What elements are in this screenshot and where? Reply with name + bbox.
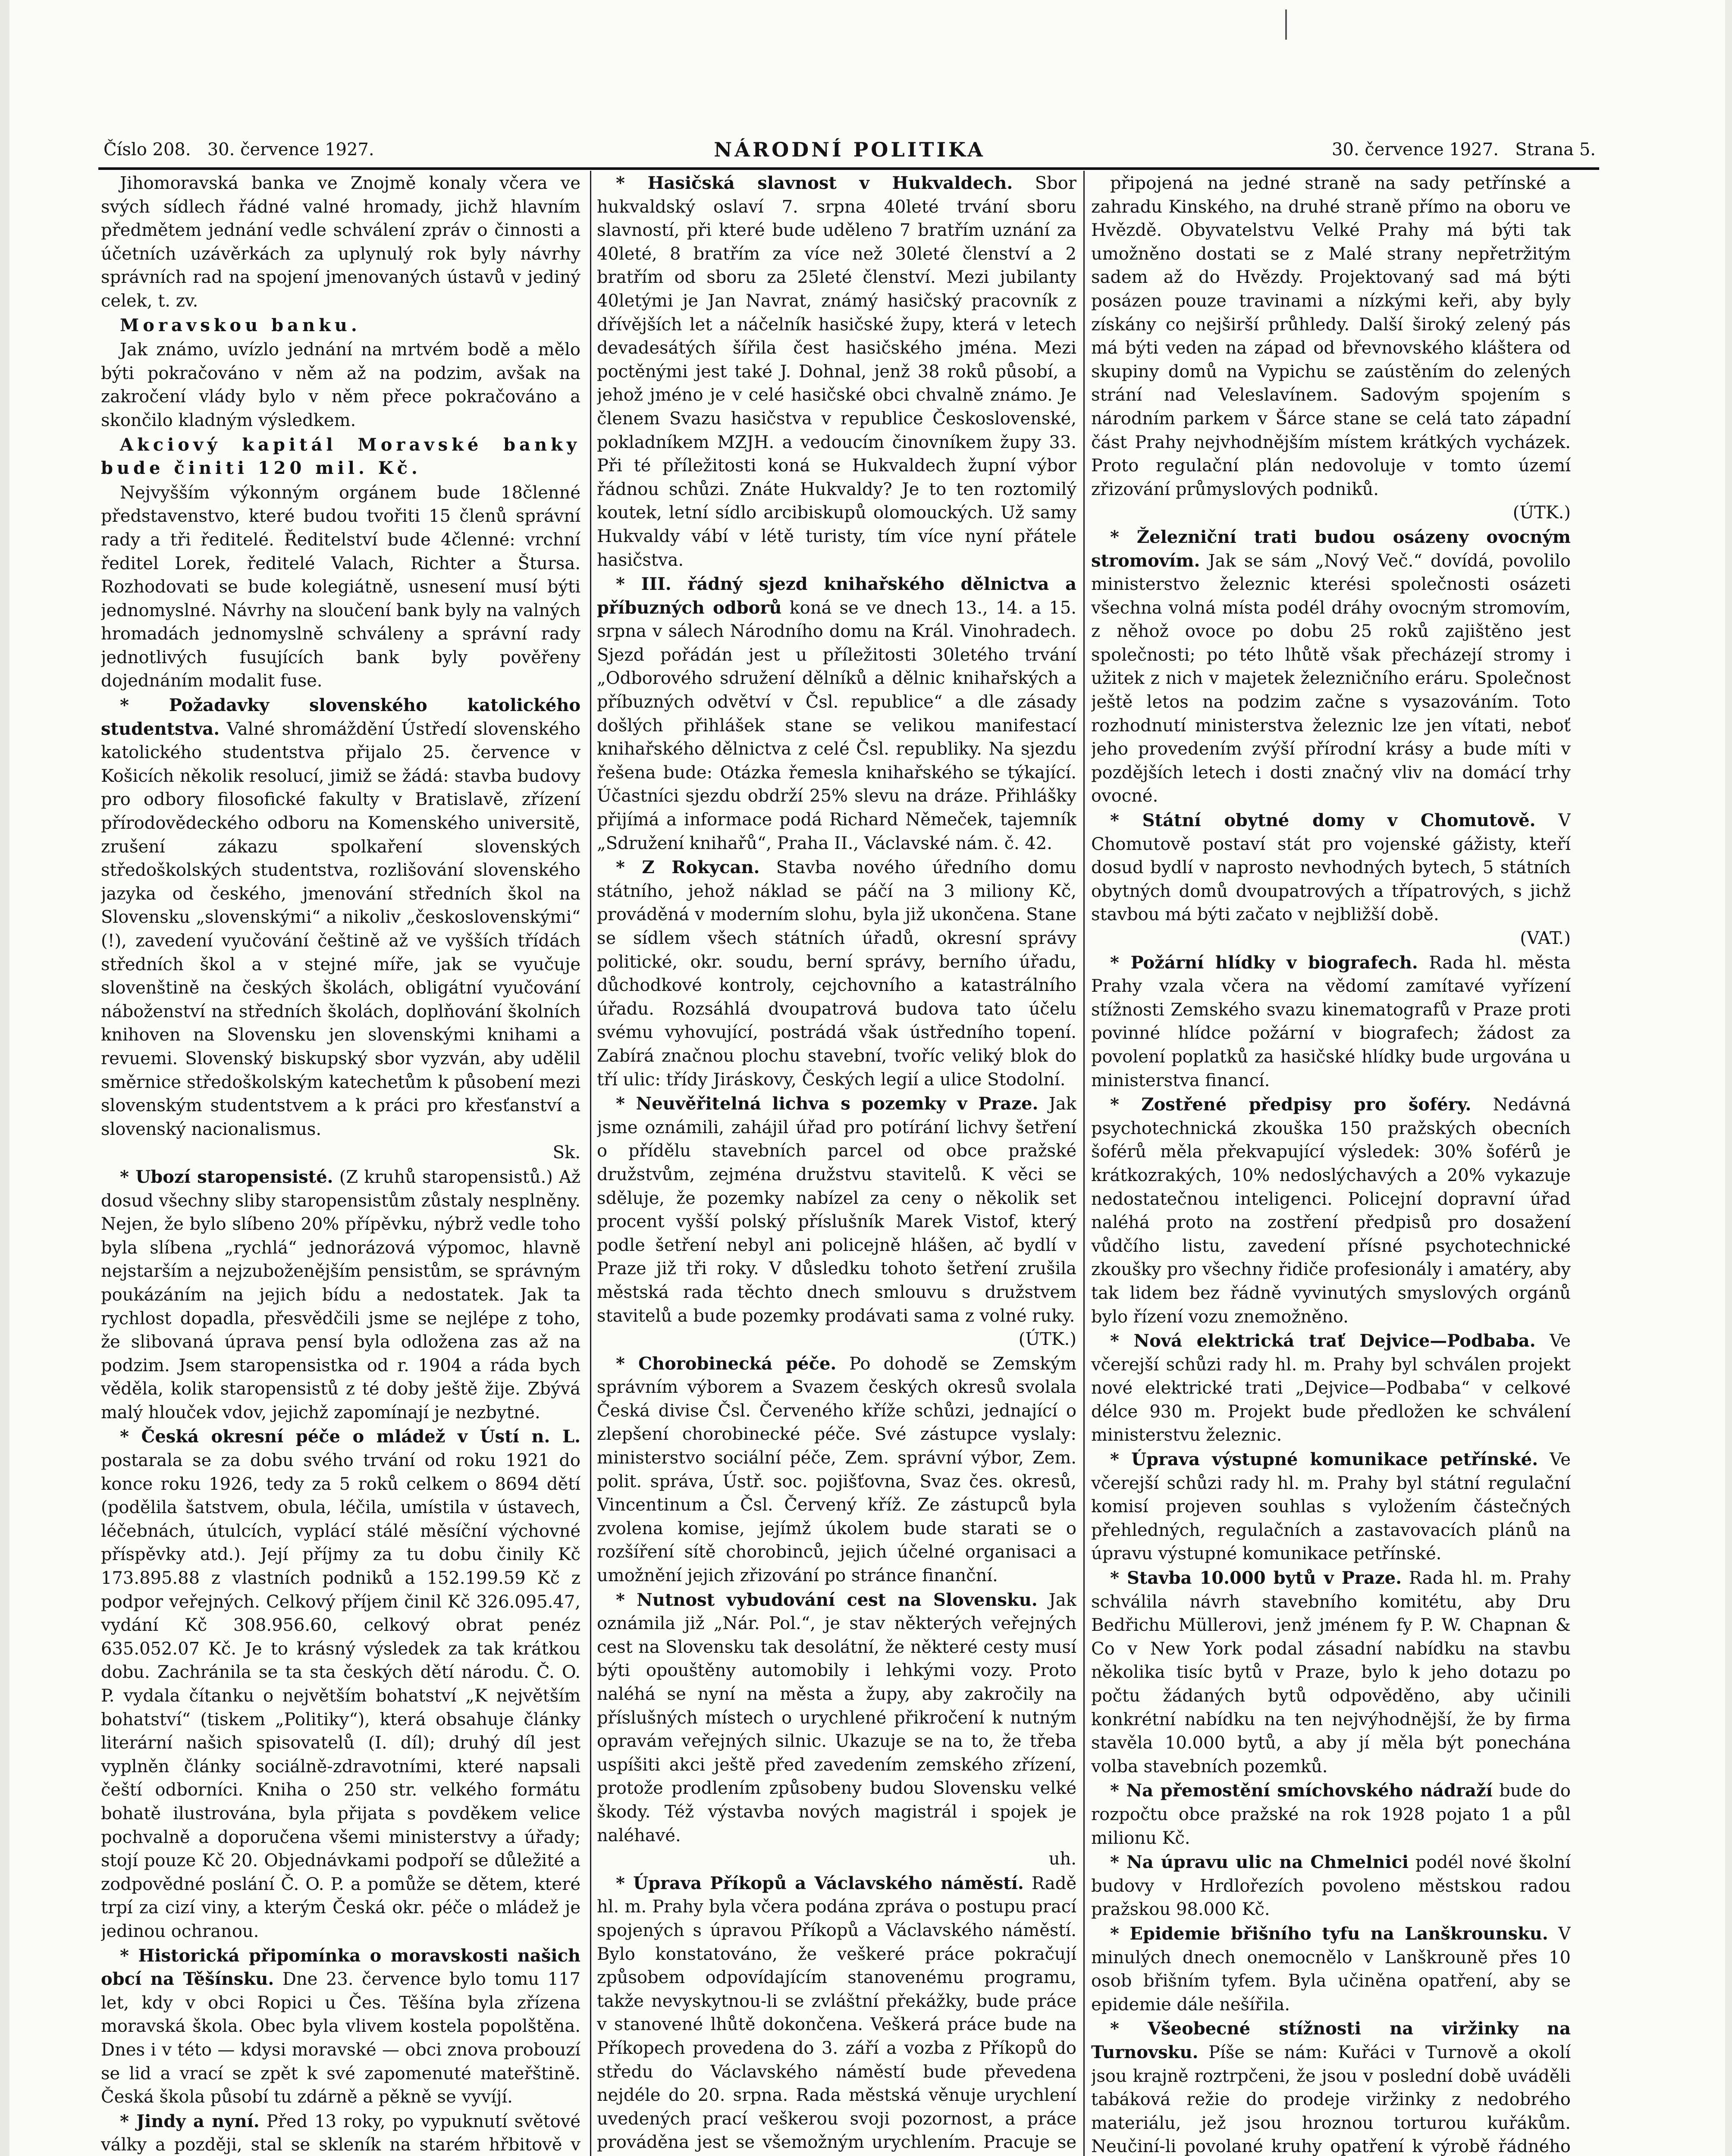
article-body: V Chomutově postaví stát pro vojenské gážisty, kteří dosud bydlí v naprosto nevhodných bytech, 5 státních obytných domů dvoupatrových a třípatrových, s jichž stavbou má býti začato v nejbližší době.: [1091, 811, 1571, 925]
article-signature: (ÚTK.): [1512, 503, 1571, 523]
column-rule: [1083, 171, 1085, 2156]
article: [597, 1872, 1076, 2156]
article-heading: * Hasičská slavnost v Hukvaldech.: [616, 173, 1013, 193]
spaced-emphasis: Akciový kapitál Moravské banky bude činiti 120 mil. Kč.: [101, 434, 580, 479]
article: [597, 1352, 1076, 1588]
article: [1091, 1851, 1571, 1921]
article-body: připojená na jedné straně na sady petřínské a zahradu Kinského, na druhé straně přímo na oboru ve Hvězdě. Obyvatelstvu Velké Prahy má býti tak umožněno dostati se z Malé strany nepřetržitým sadem až do Hvězdy. Projektovaný sad má býti posázen pouze travinami a nízkými keři, aby byly získány co nejširší průhledy. Další široký zelený pás má býti veden na západ od břevnovského kláštera od skupiny domů na Vypichu se zaústěním do zelených strání nad Veleslavínem. Sadovým spojením s národním parkem v Šárce stane se celá tato západní část Prahy nejvhodnějším místem krátkých vycházek. Proto regulační plán nedovoluje v tomto území zřizování průmyslových podniků.: [1091, 173, 1571, 499]
article-heading: * Všeobecné stížnosti na viržinky na Turnovsku.: [1091, 2018, 1571, 2062]
article-body: Radě hl. m. Prahy byla včera podána zpráva o postupu prací spojených s úpravou Příkopů a Václavského náměstí. Bylo konstatováno, že veškeré práce pokračují způsobem odpovídajícím stanovenému programu, takže nevyskytnou-li se zvláštní překážky, bude práce v stanovené lhůtě dokončena. Veškerá práce bude na Příkopech provedena do 3. září a vozba z Příkopů do středu do Václavského náměstí bude převedena nejdéle do 20. srpna. Rada městská věnuje urychlení uvedených prací veškerou svoji pozornost, a práce prováděna jest se všemožným urychlením. Pracuje se: [597, 1873, 1076, 2153]
article-body: Ve včerejší schůzi rady hl. m. Prahy byl schválen projekt nové elektrické trati „Dejvice—Podbaba“ v celkové délce 930 m. Projekt bude předložen ke schválení ministerstvu železnic.: [1091, 1331, 1571, 1445]
article-heading: * Chorobinecká péče.: [616, 1353, 837, 1374]
article: [1091, 1093, 1571, 1329]
article: [1091, 1448, 1571, 1566]
article: [597, 1092, 1076, 1351]
article-body: postarala se za dobu svého trvání od roku 1921 do konce roku 1926, tedy za 5 roků celkem o 8694 dětí (podělila šatstvem, obula, léčila, umístila v ústavech, léčebnách, útulcích, vyplácí stálé měsíční výchovné příspěvky atd.). Její příjmy za tu dobu činily Kč 173.895.88 z vlastních podniků a 152.199.59 Kč z podpor veřejných. Celkový příjem činil Kč 326.095.47, vydání Kč 308.956.60, celkový obrat penéz 635.052.07 Kč. Je to krásný výsledek za tak krátkou dobu. Zachránila se ta sta českých dětí národu. Č. O. P. vydala čítanku o největším bohatství „K největším bohatství“ (tiskem „Politiky“), která obsahuje články literární našich spisovatelů (I. díl); druhý díl jest vyplněn články sociálně-zdravotními, které napsali čeští odborníci. Kniha o 250 str. velkého formátu bohatě ilustrována, byla přijata s povděkem velice pochvalně a doporučena všemi ministerstvy a úřady; stojí pouze Kč 20. Objednávkami podpoří se důležité a zodpovědné poslání Č. O. P. a pomůže se dětem, které trpí za cizí viny, a kterým Česká okr. péče o mládež je jedinou ochranou.: [101, 1451, 580, 1941]
article: [597, 172, 1076, 572]
article-body: V minulých dnech onemocnělo v Lanškrouně přes 10 osob břišním tyfem. Byla učiněna opatření, aby se epidemie dále nešířila.: [1091, 1924, 1571, 2015]
article: [101, 2110, 580, 2156]
article-heading: * Státní obytné domy v Chomutově.: [1110, 810, 1536, 831]
article-body: Valné shromáždění Ústředí slovenského katolického studentstva přijalo 25. července v Košicích několik resolucí, jimiž se žádá: stavba budovy pro odbory filosofické fakulty v Bratislavě, zřízení přírodovědeckého odboru na Komenského universitě, zrušení zákazu spolkaření slovenských středoškolských studentstva, rozlišování slovenského jazyka od českého, jmenování středních škol na Slovensku „slovenskými“ a nikoliv „československými“ (!), zavedení vyučování češtině až ve vyšších třídách středních škol a v stejné míře, jak se vyučuje slovenštině na českých školách, obligátní vyučování náboženství na středních školách, doplňování školních knihoven na Slovensku jen slovenskými knihami a revuemi. Slovenský biskupský sbor vyzván, aby udělil směrnice středoškolským katechetům k působení mezi slovenským studentstvem a k práci pro křesťanství a slovenský nacionalismus.: [101, 719, 580, 1139]
article: [597, 856, 1076, 1091]
article: [101, 172, 580, 313]
article: [1091, 2017, 1571, 2156]
article: [1091, 1567, 1571, 1778]
article-heading: * Požární hlídky v biografech.: [1110, 952, 1418, 973]
article-signature: (VAT.): [1520, 928, 1571, 948]
article-body: Dne 23. července bylo tomu 117 let, kdy v obci Ropici u Čes. Těšína byla zřízena moravská škola. Obec byla vlivem kostela popolštěna. Dnes i v této — kdysi moravské — obci znova probouzí se lid a vrací se zpět k své zapomenuté mateřštině. Česká škola působí tu zdárně a pěkně se vyvíjí.: [101, 1969, 580, 2107]
scan-mark: [1285, 9, 1287, 40]
article-body: Jak známo, uvízlo jednání na mrtvém bodě a mělo býti pokračováno v něm až na podzim, avšak na zakročení vlády bylo v něm přece pokračováno a skončilo kladným výsledkem.: [101, 340, 580, 430]
scan-edge-left: [0, 0, 9, 2156]
article-heading: * Neuvěřitelná lichva s pozemky v Praze.: [616, 1094, 1039, 1114]
article-heading: * Česká okresní péče o mládež v Ústí n. L.: [120, 1426, 580, 1447]
article: [101, 314, 580, 338]
article-body: Rada hl. m. Prahy schválila návrh stavebního komitétu, aby Dru Bedřichu Müllerovi, jenž jménem fy P. W. Chapnan & Co v New York podal zásadní nabídku na stavbu několika tisíc bytů v Praze, bylo k jeho dotazu po počtu žádaných bytů odpověděno, aby učinili konkrétní nabídku na ten nejvýhodnější, že by firma stavěla 10.000 bytů, a aby jí měla být ponechána volba stavebních pozemků.: [1091, 1568, 1571, 1777]
article-body: Sbor hukvaldský oslaví 7. srpna 40leté trvání sboru slavností, při které bude uděleno 7 bratřím uznání za 40leté, 8 bratřím za více než 30leté členství a 2 bratřím od sboru za 25leté členství. Mezi jubilanty 40letými je Jan Navrat, známý hasičský pracovník z dřívějších let a náčelník hasičské župy, která v letech devadesátých šířila čest hasičského jména. Mezi poctěnými jest také J. Dohnal, jenž 38 roků působí, a jehož jméno je v celé hasičské obci chvalně známo. Je členem Svazu hasičstva v republice Československé, pokladníkem MZJH. a vedoucím činovníkem župy 33. Při té příležitosti koná se Hukvaldech župní výbor řádnou schůzi. Znáte Hukvaldy? Je to ten roztomilý koutek, letní sídlo arcibiskupů olomouckých. Už samy Hukvaldy vábí v létě turisty, tím více nyní přátele hasičstva.: [597, 173, 1076, 570]
scan-edge-right: [1725, 0, 1732, 2156]
article-body: Jak se sám „Nový Več.“ dovídá, povolilo ministerstvo železnic kterési společnosti osázeti všechna volná místa podél dráhy ovocným stromovím, z něhož ovoce po dobu 25 roků zajištěno jest společnosti; po této lhůtě však přecházejí stromy i užitek z nich v majetek železničního eráru. Společnost ještě letos na podzim začne s vysazováním. Toto rozhodnutí ministerstva železnic lze jen vítati, neboť jeho provedením zvýší přírodní krásy a bude míti v pozdějších letech i dosti značný vliv na domácí trhy ovocné.: [1091, 551, 1571, 806]
article: [597, 1589, 1076, 1871]
article: [101, 433, 580, 480]
article-heading: * Úprava Příkopů a Václavského náměstí.: [616, 1873, 1024, 1893]
article-heading: * Stavba 10.000 bytů v Praze.: [1110, 1568, 1402, 1589]
article-heading: * Na přemostění smíchovského nádraží: [1110, 1780, 1493, 1801]
article: [101, 1425, 580, 1943]
article-heading: * Nutnost vybudování cest na Slovensku.: [616, 1589, 1038, 1610]
article: [1091, 1922, 1571, 2016]
article-heading: * Epidemie břišního tyfu na Lanškrounsku.: [1110, 1923, 1548, 1944]
article-heading: * Historická připomínka o moravskosti našich obcí na Těšínsku.: [101, 1945, 580, 1990]
issue-date-left: 30. července 1927.: [207, 140, 374, 160]
article: [101, 1944, 580, 2109]
article-body: Před 13 roky, po vypuknutí světové války a později, stal se skleník na starém hřbitově v: [101, 2111, 580, 2155]
article-body: Rada hl. města Prahy vzala včera na vědomí zamítavé vyřízení stížnosti Zemského svazu kinematografů v Praze proti povinné hlídce požární v biografech; žádost za povolení poplatků za hasičské hlídky bude urgována u ministerstva financí.: [1091, 953, 1571, 1091]
article-heading: * Požadavky slovenského katolického studentstva.: [101, 695, 580, 739]
article: [597, 573, 1076, 855]
article-heading: * Jindy a nyní.: [120, 2111, 260, 2131]
article-body: bude do rozpočtu obce pražské na rok 1928 pojato 1 a půl milionu Kč.: [1091, 1781, 1571, 1848]
article-body: koná se ve dnech 13., 14. a 15. srpna v sálech Národního domu na Král. Vinohradech. Sjezd pořádán jest u příležitosti 30letého trvání „Odborového sdružení dělníků a dělnic knihařských a příbuzných odvětví v Čsl. republice“ a dle zásady došlých přihlášek stane se velikou manifestací knihařského dělnictva z celé Čsl. republiky. Na sjezdu řešena bude: Otázka řemesla knihařského se týkající. Účastníci sjezdu obdrží 25% slevu na dráze. Přihlášky přijímá a informace podá Richard Němeček, tajemník „Sdružení knihařů“, Praha II., Václavské nám. č. 42.: [597, 598, 1076, 853]
article-heading: * Z Rokycan.: [616, 857, 760, 878]
article-body: Jak jsme oznámili, zahájil úřad pro potírání lichvy šetření o přídělu stavebních parcel od obce pražské družstvům, zejména družstvu stavitelů. K věci se sděluje, že pozemky nabízel za ceny o několik set procent vyšší polský příslušník Marek Vistof, který podle šetření nebyl ani policejně hlášen, ač bydlí v Praze již tři roky. V důsledku tohoto šetření zrušila městská rada těchto dnech smlouvu s družstvem stavitelů a bude pozemky prodávati sama z volné ruky.: [597, 1094, 1076, 1326]
article-heading: * Zostřené předpisy pro šoféry.: [1110, 1094, 1472, 1115]
article-body: podél nové školní budovy v Hrdlořezích povoleno městskou radou pražskou 98.000 Kč.: [1091, 1852, 1571, 1920]
article-body: Nedávná psychotechnická zkouška 150 pražských obecních šoférů měla překvapující výsledek: 30% šoférů je krátkozrakých, 10% nedoslýchavých a 20% vykazuje nedostatečnou inteligenci. Policejní dopravní úřad naléhá proto na zostření předpisů pro dosažení vůdčího listu, zavedení přísné psychotechnické zkoušky pro všechny řidiče profesionály i amatéry, aby tak lidem bez řádně vyvinutých smyslových orgánů bylo řízení vozu znemožněno.: [1091, 1095, 1571, 1327]
article-body: Nejvyšším výkonným orgánem bude 18členné představenstvo, které budou tvořiti 15 členů správní rady a tři ředitelé. Ředitelství bude 4členné: vrchní ředitel Lorek, ředitelé Valach, Richter a Štursa. Rozhodovati se bude kolegiátně, usnesení musí býti jednomyslné. Návrhy na sloučení bank byly na valných hromadách jednomyslně schváleny a správní rady jednotlivých fusujících bank byly pověřeny dojednáním modalit fuse.: [101, 483, 580, 691]
column-1: [101, 172, 580, 2156]
column-3: [1091, 172, 1571, 2156]
header-rule: [98, 167, 1599, 170]
article: [101, 481, 580, 693]
article-heading: * Nová elektrická trať Dejvice—Podbaba.: [1110, 1331, 1536, 1351]
article: [1091, 172, 1571, 525]
header-right: [1332, 135, 1596, 165]
article: [101, 694, 580, 1165]
article-heading: * Ubozí staropensisté.: [120, 1166, 333, 1187]
article: [1091, 1779, 1571, 1850]
article-body: Jihomoravská banka ve Znojmě konaly včera ve svých sídlech řádné valné hromady, jichž hlavním předmětem jednání vedle schválení zpráv o činnosti a účetních uzávěrkách za uplynulý rok byly návrhy správních rad na spojení jmenovaných ústavů v jediný celek, t. zv.: [101, 173, 580, 311]
article: [101, 338, 580, 432]
page-number: Strana 5.: [1515, 140, 1596, 160]
article-signature: (ÚTK.): [1018, 1329, 1076, 1350]
article-body: Jak oznámila již „Nár. Pol.“, je stav některých veřejných cest na Slovensku tak desolátní, že některé cesty musí býti opouštěny automobily i lehkými vozy. Proto naléhá se nyní na města a župy, aby zakročily na příslušných místech o urychlené přikročení k nutným opravám veřejných silnic. Ukazuje se na to, že třeba uspíšiti akci ještě před zavedením zemského zřízení, protože prodlením způsobeny budou Slovensku velké škody. Též výstavba nových magistrál i spojek je naléhavé.: [597, 1590, 1076, 1846]
masthead-title: NÁRODNÍ POLITIKA: [714, 138, 985, 161]
article-heading: * Úprava výstupné komunikace petřínské.: [1110, 1449, 1538, 1470]
article: [1091, 951, 1571, 1093]
issue-date-right: 30. července 1927.: [1332, 140, 1499, 160]
article-body: Píše se nám: Kuřáci v Turnově a okolí jsou krajně roztrpčeni, že jsou v poslední době uváděli tabáková režie do prodeje viržinky z nedobrého materiálu, jež jsou hroznou torturou kuřákům. Neučiní-li povolané kruhy opatření k výrobě řádného: [1091, 2042, 1571, 2156]
article-body: Ve včerejší schůzi rady hl. m. Prahy byl státní regulační komisí projeven souhlas s vyložením částečných přehledných, regulačních a zastavovacích plánů na úpravu výstupné komunikace petřínské.: [1091, 1450, 1571, 1564]
column-rule: [590, 171, 591, 2156]
article-body: (Z kruhů staropensistů.) Až dosud všechny sliby staropensistům zůstaly nesplněny. Nejen, že bylo slíbeno 20% přípěvku, nýbrž vedle toho byla slíbena „rychlá“ jednorázová výpomoc, hlavně nejstarším a nejzuboženějším pensistům, se správným poukázáním na jejich bídu a nedostatek. Jak ta rychlost dopadla, přesvědčili jsme se nejlépe z toho, že slibovaná úprava pensí byla odložena zas až na podzim. Jsem staropensistka od r. 1904 a ráda bych věděla, kolik staropensistů z té doby ještě žije. Zbývá malý hlouček vdov, jejichž zapomínají je nezbytné.: [101, 1167, 580, 1423]
column-2: [597, 172, 1076, 2156]
article-heading: * Železniční trati budou osázeny ovocným stromovím.: [1091, 526, 1571, 571]
article-body: Stavba nového úředního domu státního, jehož náklad se páčí na 3 miliony Kč, prováděná v moderním slohu, byla již ukončena. Stane se sídlem všech státních úřadů, okresní správy politické, okr. soudu, berní správy, berního úřadu, důchodkové kontroly, cejchovního a katastrálního úřadu. Rozsáhlá dvoupatrová budova tato účelu svému vyhovující, postrádá však ústředního topení. Zabírá značnou plochu stavební, tvoříc veliký blok do tří ulic: třídy Jiráskovy, Českých legií a ulice Stodolní.: [597, 858, 1076, 1090]
article-signature: uh.: [1048, 1849, 1076, 1869]
article: [1091, 526, 1571, 808]
article-signature: Sk.: [552, 1143, 580, 1163]
page-header: [104, 135, 1596, 165]
article: [1091, 1329, 1571, 1447]
spaced-emphasis: Moravskou banku.: [120, 315, 361, 335]
article-heading: * III. řádný sjezd knihařského dělnictva a příbuzných odborů: [597, 574, 1076, 618]
article: [1091, 809, 1571, 950]
issue-number: Číslo 208.: [104, 140, 191, 160]
article-heading: * Na úpravu ulic na Chmelnici: [1110, 1852, 1409, 1873]
article-body: Po dohodě se Zemským správním výborem a Svazem českých okresů svolala Česká divise Čsl. Červeného kříže schůzi, jednající o zlepšení chorobinecké péče. Své zástupce vyslaly: ministerstvo sociální péče, Zem. správní výbor, Zem. polit. správa, Ústř. soc. pojišťovna, Svaz čes. okresů, Vincentinum a Čsl. Červený kříž. Ze zástupců byla zvolena komise, jejímž úkolem bude starati se o rozšíření sítě chorobinců, jejich účelné organisaci a umožnění jejich zřizování po stránce finanční.: [597, 1354, 1076, 1586]
article: [101, 1166, 580, 1425]
